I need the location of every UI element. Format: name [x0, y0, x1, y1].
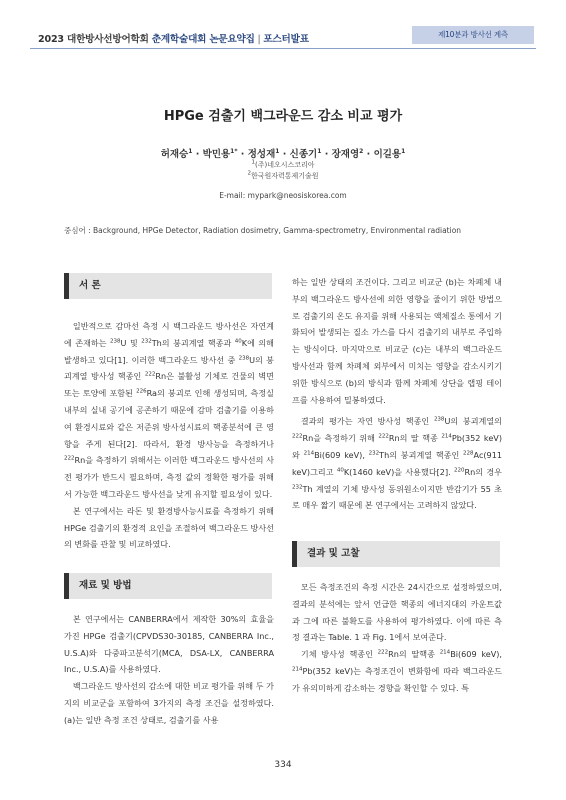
results-text: 모든 측정조건의 측정 시간은 24시간으로 설정하였으며, 결과의 분석에는 앞서 언급한 핵종의 에너지대의 카운트값과 그에 따른 불확도를 사용하여 평가하였다. 이에 따른 측정 결과는 Table. 1 과 Fig. 1에서 보여준다. 기체 방사성 핵종인 $^{222}$Rn의 딸핵종 $^{214}$Bi(609 keV), $^{214}$Pb(352 keV)는 측정조건이 변화함에 따라 백그라운드가 유의미하게 감소하는 경향을 확인할 수 있다. 특: [292, 582, 502, 693]
author-mark: 1*: [230, 147, 238, 155]
session-tag: 제10분과 방사선 계측: [412, 26, 534, 44]
author-mark: 1: [188, 147, 193, 155]
author-mark: 1: [275, 147, 280, 155]
header-type: 포스터발표: [263, 34, 309, 45]
author-separator: ·: [324, 149, 329, 160]
methods-text: 본 연구에서는 CANBERRA에서 제작한 30%의 효율을 가진 HPGe 검출기(CPVDS30-30185, CANBERRA Inc., U.S.A)와 다중파고분석기(MCA, DSA-LX, CANBERRA Inc., U.S.A)를 사용하였다. 백그라운드 방사선의 감소에 대한 비교 평가를 위해 두 가지의 비교군을 포함하여 3가지의 측정 조건을 설정하였다. (a)는 일반 측정 조건 상태로, 검출기를 사용: [64, 614, 274, 725]
page-number: 334: [274, 760, 292, 770]
section-heading-results: 결과 및 고찰: [292, 541, 500, 567]
author-mark: 1: [317, 147, 322, 155]
affiliation-text: 한국원자력통제기술원: [250, 172, 319, 180]
running-header: [38, 31, 309, 45]
author-name: 이길용: [373, 149, 402, 160]
paper-title: HPGe 검출기 백그라운드 감소 비교 평가: [163, 109, 403, 124]
author-list: [0, 146, 566, 160]
contact-email: E-mail: mypark@neosiskorea.com: [219, 191, 347, 200]
header-event: 춘계학술대회 논문요약집: [151, 34, 255, 45]
author-name: 정성재: [247, 149, 276, 160]
author-name: 박민용: [202, 149, 231, 160]
section-heading-methods: 재료 및 방법: [64, 573, 272, 599]
methods-text-continued: 하는 일반 상태의 조건이다. 그리고 비교군 (b)는 차폐체 내부의 백그라운드 방사선에 의한 영향을 줄이기 위한 방법으로 검출기의 온도 유지를 위해 사용되는 액체질소 통에서 기화되어 발생되는 질소 가스를 다시 검출기의 내부로 주입하는 방식이다. 마지막으로 비교군 (c)는 내부의 백그라운드 방사선과 함께 차폐체 외부에서 미치는 영향을 감소시키기 위한 방식으로 (b)의 방식과 함께 차폐체 상단을 랩핑 테이프를 사용하여 밀봉하였다. 결과의 평가는 자연 방사성 핵종인 $^{238}$U의 붕괴계열의 $^{222}$Rn을 측정하기 위해 $^{222}$Rn의 딸 핵종 $^{214}$Pb(352 keV)와 $^{214}$Bi(609 keV), $^{232}$Th의 붕괴계열 핵종인 $^{228}$Ac(911 keV)그리고 $^{40}$K(1460 keV)을 사용했다[2]. $^{220}$Rn의 경우 $^{232}$Th 계열의 기체 방사성 동위원소이지만 반감기가 55 초로 매우 짧기 때문에 본 연구에서는 고려하지 않았다.: [292, 277, 502, 511]
author-separator: ·: [282, 149, 287, 160]
keywords: 중심어 : Background, HPGe Detector, Radiation dosimetry, Gamma-spectrometry, Environmental radiation: [64, 226, 462, 235]
affiliation-mark: 1: [251, 159, 255, 166]
author-name: 장재영: [331, 149, 360, 160]
affiliation-text: (주)네오시스코리아: [254, 161, 315, 169]
intro-text: 일반적으로 감마선 측정 시 백그라운드 방사선은 자연계에 존재하는 $^{238}$U 및 $^{232}$Th의 붕괴계열 핵종과 $^{40}$K에 의해 발생하고 있다[1]. 이러한 백그라운드 방사선 중 $^{238}$U의 붕괴계열 방사성 핵종인 $^{222}$Rn은 불활성 기체로 건물의 벽면 또는 토양에 포함된 $^{226}$Ra의 붕괴로 인해 생성되며, 측정실 내부의 실내 공기에 공존하기 때문에 감마 검출기를 이용하여 환경시료와 같은 저준위 방사성시료의 핵종분석에 큰 영향을 주게 된다[2]. 따라서, 환경 방사능을 측정하거나 $^{222}$Rn을 측정하기 위해서는 이러한 백그라운드 방사선의 사전 평가가 반드시 필요하며, 측정 값의 정확한 평가를 위해서 가능한 백그라운드 방사선을 낮게 유지할 필요성이 있다. 본 연구에서는 라돈 및 환경방사능시료를 측정하기 위해 HPGe 검출기의 환경적 요인을 조절하여 백그라운드 방사선의 변화를 관찰 및 비교하였다.: [64, 321, 274, 550]
author-separator: ·: [240, 149, 245, 160]
affiliation: [0, 171, 566, 181]
affiliation-mark: 2: [247, 170, 251, 177]
affiliation: [0, 160, 566, 170]
section-heading-intro: 서 론: [64, 273, 272, 299]
author-name: 허재승: [160, 149, 189, 160]
author-mark: 1: [401, 147, 406, 155]
header-rule: [30, 48, 536, 49]
author-mark: 2: [359, 147, 364, 155]
author-separator: ·: [195, 149, 200, 160]
header-divider: |: [254, 34, 264, 45]
author-separator: ·: [366, 149, 371, 160]
header-society: 2023 대한방사선방어학회: [38, 34, 149, 45]
author-name: 신종기: [289, 149, 318, 160]
